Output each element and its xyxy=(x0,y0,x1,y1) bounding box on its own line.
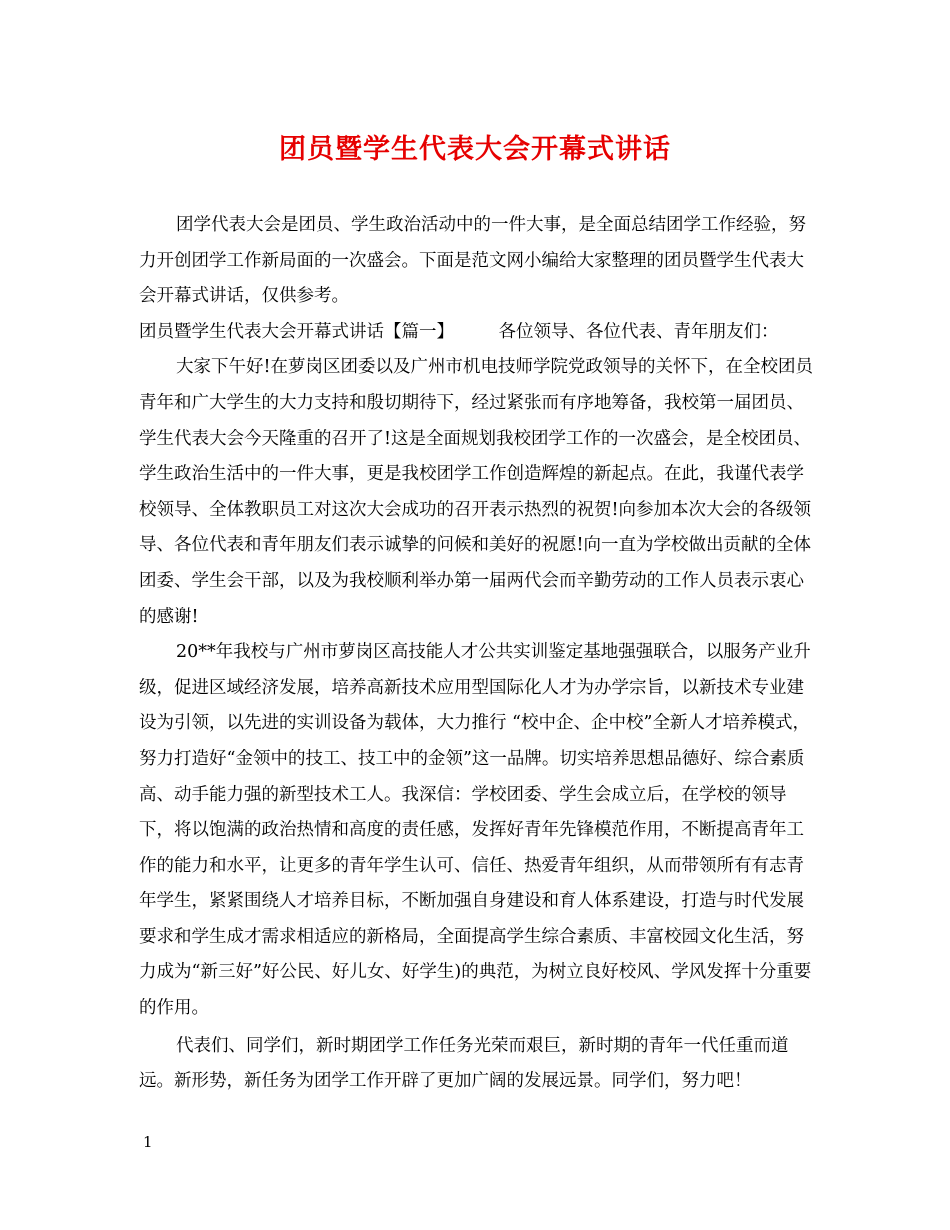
body-paragraph-1: 大家下午好!在萝岗区团委以及广州市机电技师学院党政领导的关怀下，在全校团员青年和广大学生的大力支持和殷切期待下，经过紧张而有序地筹备，我校第一届团员、学生代表大会今天隆重的召开了!这是全面规划我校团学工作的一次盛会，是全校团员、学生政治生活中的一件大事，更是我校团学工作创造辉煌的新起点。在此，我谨代表学校领导、全体教职员工对这次大会成功的召开表示热烈的祝贺!向参加本次大会的各级领导、各位代表和青年朋友们表示诚挚的问候和美好的祝愿!向一直为学校做出贡献的全体团委、学生会干部，以及为我校顺利举办第一届两代会而辛勤劳动的工作人员表示衷心的感谢! xyxy=(139,357,814,627)
document-body xyxy=(139,208,819,1100)
intro-paragraph: 团学代表大会是团员、学生政治活动中的一件大事，是全面总结团学工作经验，努力开创团学工作新局面的一次盛会。下面是范文网小编给大家整理的团员暨学生代表大会开幕式讲话，仅供参考。 xyxy=(139,215,806,307)
body-paragraph-3: 代表们、同学们，新时期团学工作任务光荣而艰巨，新时期的青年一代任重而道远。新形势，新任务为团学工作开辟了更加广阔的发展远景。同学们，努力吧！ xyxy=(139,1035,789,1092)
section-heading: 团员暨学生代表大会开幕式讲话【篇一】 xyxy=(139,321,454,342)
page-number: 1 xyxy=(143,1133,153,1151)
body-paragraph-2: 20**年我校与广州市萝岗区高技能人才公共实训鉴定基地强强联合，以服务产业升级，促进区域经济发展，培养高新技术应用型国际化人才为办学宗旨，以新技术专业建设为引领，以先进的实训设备为载体，大力推行 “校中企、企中校”全新人才培养模式，努力打造好“金领中的技工、技工中的金领”这一品牌。切实培养思想品德好、综合素质高、动手能力强的新型技术工人。我深信：学校团委、学生会成立后，在学校的领导下，将以饱满的政治热情和高度的责任感，发挥好青年先锋模范作用，不断提高青年工作的能力和水平，让更多的青年学生认可、信任、热爱青年组织，从而带领所有有志青年学生，紧紧围绕人才培养目标，不断加强自身建设和育人体系建设，打造与时代发展要求和学生成才需求相适应的新格局，全面提高学生综合素质、丰富校园文化生活，努力成为“新三好”好公民、好儿女、好学生)的典范，为树立良好校风、学风发挥十分重要的作用。 xyxy=(139,642,812,1019)
salutation: 各位领导、各位代表、青年朋友们： xyxy=(498,321,779,342)
section-heading-line xyxy=(139,315,819,351)
document-title: 团员暨学生代表大会开幕式讲话 xyxy=(279,134,671,165)
